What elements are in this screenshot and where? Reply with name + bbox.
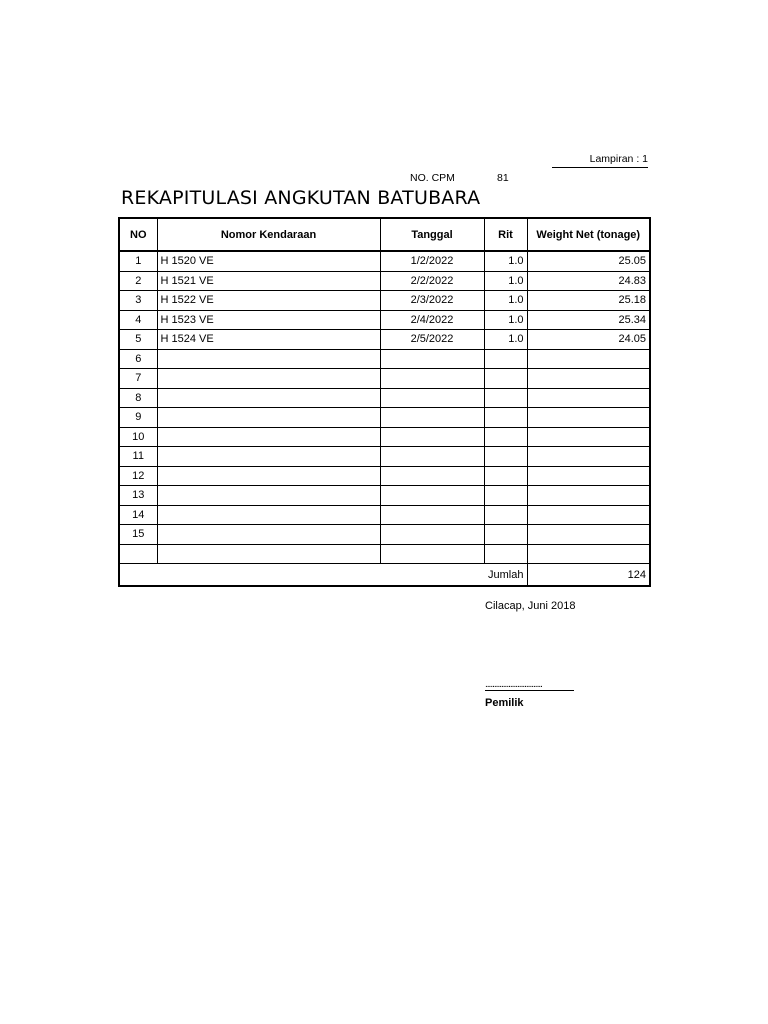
total-value: 124 (527, 564, 650, 587)
cell-weight (527, 466, 650, 486)
cell-tanggal: 1/2/2022 (380, 251, 484, 271)
cell-no: 14 (119, 505, 157, 525)
cell-nomor: H 1520 VE (157, 251, 380, 271)
cell-rit (484, 486, 527, 506)
cell-nomor (157, 388, 380, 408)
cell-no: 4 (119, 310, 157, 330)
cell-tanggal (380, 525, 484, 545)
cell-tanggal (380, 408, 484, 428)
cell-weight (527, 544, 650, 564)
cell-tanggal (380, 544, 484, 564)
cell-nomor: H 1521 VE (157, 271, 380, 291)
signature-line: ................................ (485, 680, 574, 691)
cell-tanggal (380, 505, 484, 525)
table-row (119, 505, 650, 525)
cpm-value: 81 (497, 172, 509, 184)
cell-nomor (157, 349, 380, 369)
cell-nomor (157, 447, 380, 467)
cell-nomor: H 1523 VE (157, 310, 380, 330)
cell-nomor (157, 486, 380, 506)
cell-weight (527, 388, 650, 408)
cell-no: 15 (119, 525, 157, 545)
table-row (119, 447, 650, 467)
table-row (119, 330, 650, 350)
cell-tanggal: 2/3/2022 (380, 291, 484, 311)
cell-rit (484, 408, 527, 428)
table-row (119, 369, 650, 389)
rekap-table (118, 217, 651, 587)
cell-weight (527, 525, 650, 545)
cell-no: 11 (119, 447, 157, 467)
cell-rit: 1.0 (484, 251, 527, 271)
table-row (119, 310, 650, 330)
cell-no: 6 (119, 349, 157, 369)
cell-weight (527, 349, 650, 369)
table-row (119, 251, 650, 271)
cell-nomor (157, 544, 380, 564)
cell-weight: 24.05 (527, 330, 650, 350)
cell-nomor (157, 466, 380, 486)
cell-tanggal (380, 427, 484, 447)
table-row (119, 271, 650, 291)
table-row (119, 486, 650, 506)
cell-rit: 1.0 (484, 291, 527, 311)
cell-weight (527, 447, 650, 467)
cell-tanggal (380, 466, 484, 486)
table-row (119, 525, 650, 545)
cell-nomor (157, 369, 380, 389)
table-row (119, 349, 650, 369)
cell-rit (484, 544, 527, 564)
cell-rit (484, 447, 527, 467)
col-header-nomor-kendaraan: Nomor Kendaraan (157, 218, 380, 251)
cell-weight: 25.34 (527, 310, 650, 330)
total-row (119, 564, 650, 587)
cell-weight: 25.18 (527, 291, 650, 311)
cell-nomor (157, 408, 380, 428)
cell-rit (484, 505, 527, 525)
table-row (119, 427, 650, 447)
table-row (119, 544, 650, 564)
cell-nomor (157, 505, 380, 525)
cell-no: 1 (119, 251, 157, 271)
cell-tanggal (380, 486, 484, 506)
cell-no: 3 (119, 291, 157, 311)
cell-weight: 24.83 (527, 271, 650, 291)
cell-rit (484, 525, 527, 545)
cell-nomor (157, 427, 380, 447)
col-header-rit: Rit (484, 218, 527, 251)
table-row (119, 388, 650, 408)
cell-nomor (157, 525, 380, 545)
cell-tanggal (380, 388, 484, 408)
cell-tanggal: 2/2/2022 (380, 271, 484, 291)
cell-tanggal (380, 447, 484, 467)
cell-no (119, 544, 157, 564)
cell-rit: 1.0 (484, 310, 527, 330)
cell-tanggal: 2/5/2022 (380, 330, 484, 350)
cpm-label: NO. CPM (410, 172, 455, 184)
cell-rit: 1.0 (484, 330, 527, 350)
cell-no: 13 (119, 486, 157, 506)
cell-rit (484, 349, 527, 369)
cell-nomor: H 1522 VE (157, 291, 380, 311)
cell-weight (527, 486, 650, 506)
lampiran-label: Lampiran : 1 (552, 153, 648, 168)
cell-nomor: H 1524 VE (157, 330, 380, 350)
cell-no: 8 (119, 388, 157, 408)
table-row (119, 291, 650, 311)
signer-label: Pemilik (485, 697, 524, 709)
col-header-no: NO (119, 218, 157, 251)
cell-rit: 1.0 (484, 271, 527, 291)
cell-no: 7 (119, 369, 157, 389)
cell-tanggal: 2/4/2022 (380, 310, 484, 330)
document-title: REKAPITULASI ANGKUTAN BATUBARA (121, 187, 481, 209)
cell-tanggal (380, 369, 484, 389)
table-header-row (119, 218, 650, 251)
place-date: Cilacap, Juni 2018 (485, 600, 576, 612)
cell-weight (527, 369, 650, 389)
cell-tanggal (380, 349, 484, 369)
col-header-tanggal: Tanggal (380, 218, 484, 251)
cell-rit (484, 427, 527, 447)
cell-rit (484, 388, 527, 408)
cell-weight (527, 427, 650, 447)
col-header-weight-net: Weight Net (tonage) (527, 218, 650, 251)
table-body (119, 251, 650, 564)
cell-no: 5 (119, 330, 157, 350)
table-row (119, 408, 650, 428)
cell-weight (527, 408, 650, 428)
total-label: Jumlah (119, 564, 527, 587)
cell-no: 12 (119, 466, 157, 486)
cell-no: 9 (119, 408, 157, 428)
cell-no: 2 (119, 271, 157, 291)
cell-no: 10 (119, 427, 157, 447)
cell-rit (484, 466, 527, 486)
cell-weight (527, 505, 650, 525)
cell-rit (484, 369, 527, 389)
table-row (119, 466, 650, 486)
cell-weight: 25.05 (527, 251, 650, 271)
